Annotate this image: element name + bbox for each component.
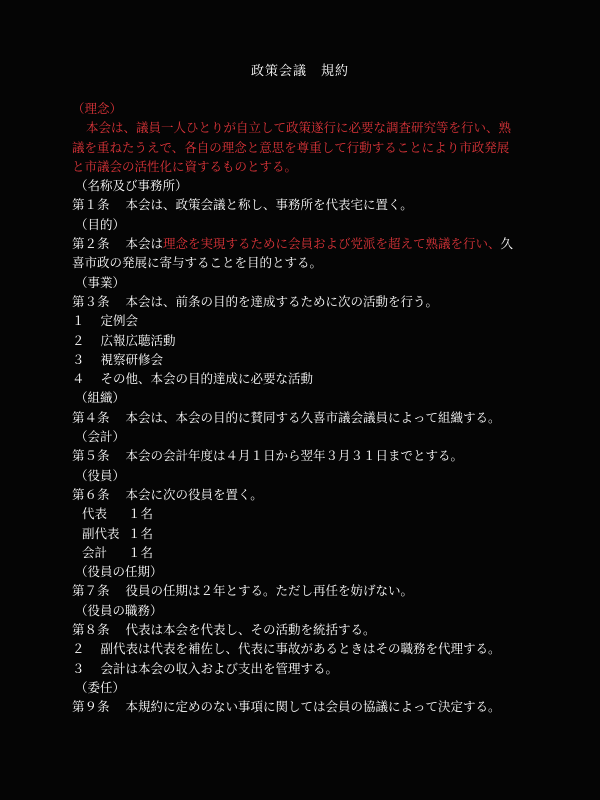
officer-count: １名 [128,506,154,522]
article-7 [72,581,532,600]
article-3-number: 第３条 [72,293,110,309]
item-text: 会計は本会の収入および支出を管理する。 [100,660,339,676]
article-3 [72,292,532,311]
item-text: その他、本会の目的達成に必要な活動 [100,371,314,387]
article-3-item [72,311,532,330]
item-text: 広報広聴活動 [100,332,176,348]
officer-role: 副代表 [82,525,120,541]
article-4-heading: （組織） [75,390,126,406]
officer-row [72,524,532,543]
item-number: １ [72,313,85,329]
article-3-heading: （事業） [75,274,126,290]
article-9 [72,697,532,716]
article-4-text: 本会は、本会の目的に賛同する久喜市議会議員によって組織する。 [125,409,501,425]
article-7-number: 第７条 [72,583,110,599]
item-number: ４ [72,371,85,387]
article-1-text: 本会は、政策会議と称し、事務所を代表宅に置く。 [125,197,413,213]
article-2-line-2: 喜市政の発展に寄与することを目的とする。 [72,255,323,271]
article-3-item [72,369,532,388]
document-title: 政策会議 規約 [250,64,349,79]
article-6-heading: （役員） [75,467,126,483]
officer-row [72,543,532,562]
officer-count: １名 [128,544,154,560]
article-3-item [72,350,532,369]
item-number: ３ [72,660,85,676]
item-text: 定例会 [100,313,139,329]
article-6 [72,485,532,504]
philosophy-line-3: と市議会の活性化に資するものとする。 [72,158,298,174]
document-body [72,99,532,717]
philosophy-line-1: 本会は、議員一人ひとりが自立して政策遂行に必要な調査研究等を行い、熟 [86,120,512,136]
article-2-text-pre: 本会は [125,236,164,252]
article-6-text: 本会に次の役員を置く。 [125,486,263,502]
article-5-text: 本会の会計年度は４月１日から翌年３月３１日までとする。 [125,448,464,464]
article-8-number: 第８条 [72,622,110,638]
officer-count: １名 [128,525,154,541]
article-8-item [72,639,532,658]
article-8-text: 代表は本会を代表し、その活動を統括する。 [125,622,376,638]
article-8 [72,620,532,639]
article-8-heading: （役員の職務） [75,602,163,618]
article-9-heading: （委任） [75,679,126,695]
article-5-heading: （会計） [75,429,126,445]
article-4-number: 第４条 [72,409,110,425]
article-9-number: 第９条 [72,699,110,715]
article-5-number: 第５条 [72,448,110,464]
officer-row [72,504,532,523]
officer-role: 代表 [82,506,108,522]
item-number: ２ [72,332,85,348]
article-2 [72,234,532,253]
article-7-heading: （役員の任期） [75,564,163,580]
article-5 [72,446,532,465]
article-2-text-highlight: 理念を実現するために会員および党派を超えて熟議を行い、 [163,236,501,252]
article-2-number: 第２条 [72,236,110,252]
article-1-number: 第１条 [72,197,110,213]
article-9-text: 本規約に定めのない事項に関しては会員の協議によって決定する。 [125,699,501,715]
article-3-text: 本会は、前条の目的を達成するために次の活動を行う。 [125,293,439,309]
article-7-text: 役員の任期は２年とする。ただし再任を妨げない。 [125,583,414,599]
article-1-heading: （名称及び事務所） [75,178,188,194]
item-text: 副代表は代表を補佐し、代表に事故があるときはその職務を代理する。 [100,641,501,657]
article-3-item [72,331,532,350]
item-text: 視察研修会 [100,351,164,367]
officer-role: 会計 [82,544,108,560]
philosophy-line-2: 議を重ねたうえで、各自の理念と意思を尊重して行動することにより市政発展 [72,139,510,155]
article-4 [72,408,532,427]
item-number: ２ [72,641,85,657]
article-1 [72,195,532,214]
philosophy-heading: （理念） [72,101,123,116]
article-6-number: 第６条 [72,486,110,502]
article-2-heading: （目的） [75,216,126,232]
article-2-text-post: 久 [500,236,514,252]
item-number: ３ [72,351,85,367]
article-8-item [72,659,532,678]
